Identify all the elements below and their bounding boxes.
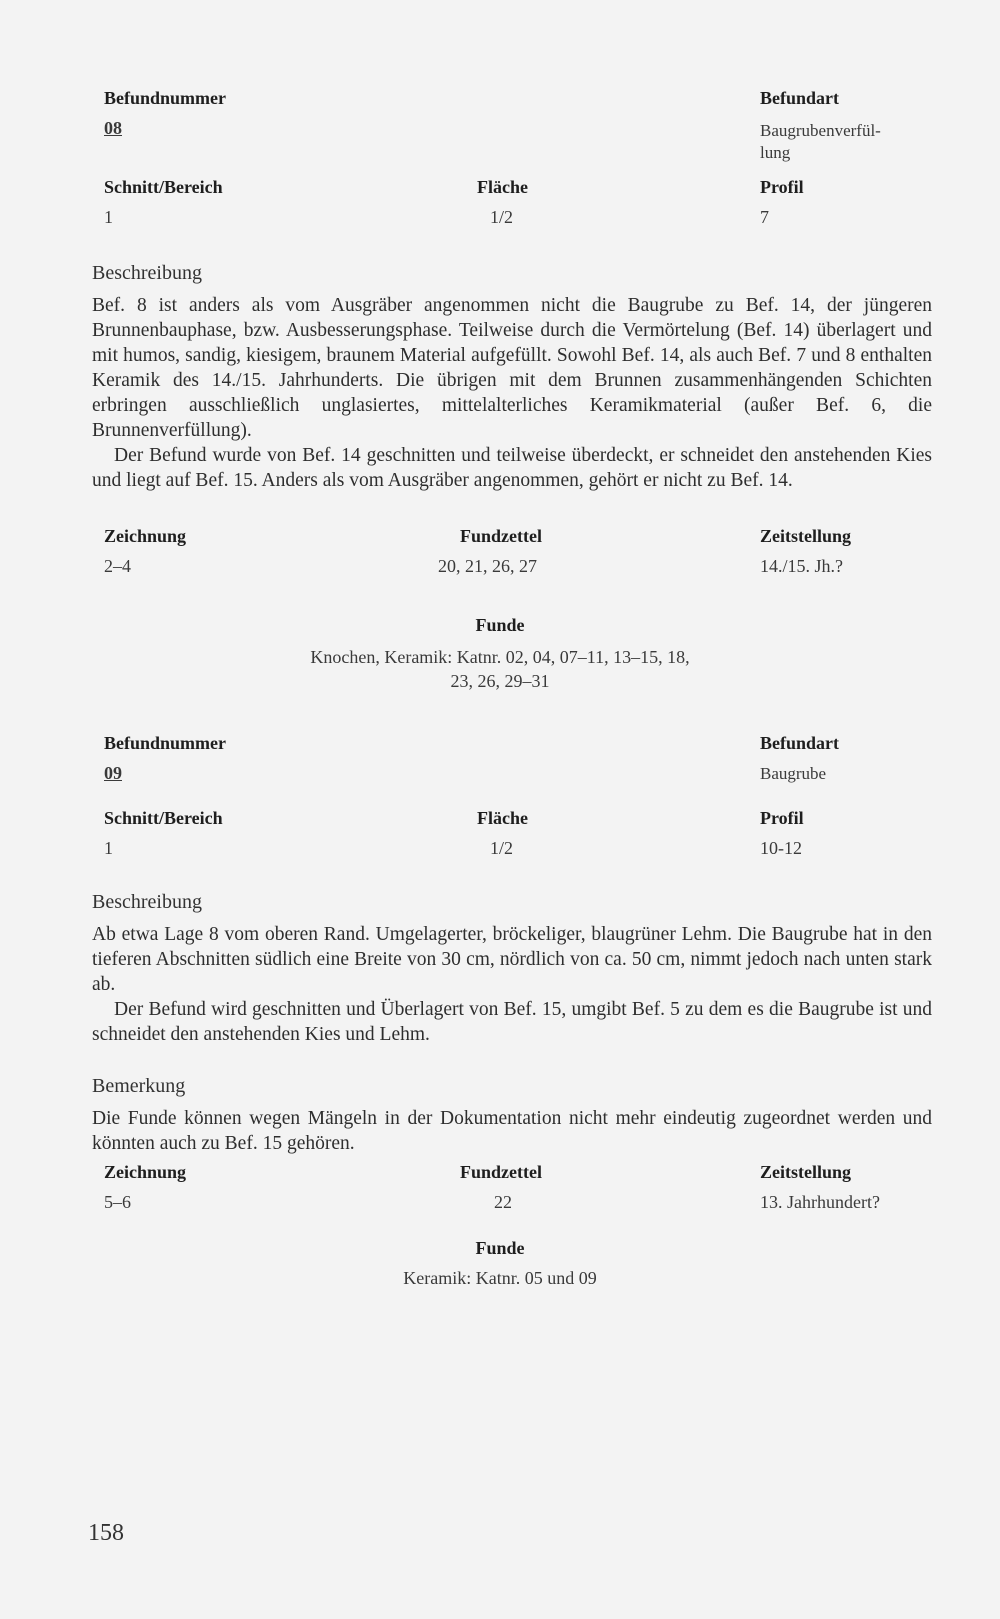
- funde-value-1-line-1: Knochen, Keramik: Katnr. 02, 04, 07–11, 13–15, 18,: [310, 647, 690, 667]
- beschreibung-2-paragraph-1: Ab etwa Lage 8 vom oberen Rand. Umgelagerter, bröckeliger, blaugrüner Lehm. Die Baugrube hat in den tieferen Abschnitten südlich eine Breite von 30 cm, nördlich von ca. 50 cm, nimmt jedoch nach unten stark ab.: [92, 924, 932, 995]
- funde-value-1-line-2: 23, 26, 29–31: [450, 671, 550, 691]
- funde-value-1: [0, 645, 1000, 693]
- beschreibung-1-paragraph-1: Bef. 8 ist anders als vom Ausgräber angenommen nicht die Baugrube zu Bef. 14, der jüngeren Brunnenbauphase, bzw. Ausbesserungsphase. Teilweise durch die Vermörtelung (Bef. 14) überlagert und mit humos, sandig, kiesigem, braunem Material aufgefüllt. Sowohl Bef. 14, als auch Bef. 7 und 8 enthalten Keramik des 14./15. Jahrhunderts. Die übrigen mit dem Brunnen zusammenhängenden Schichten erbringen ausschließlich unglasiertes, mittelalterliches Keramikmaterial (außer Bef. 6, die Brunnenverfüllung).: [92, 295, 932, 441]
- flaeche-value-1: 1/2: [490, 207, 514, 227]
- beschreibung-heading-2: Beschreibung: [92, 891, 202, 913]
- profil-value-2: 10-12: [760, 838, 802, 858]
- befundart-value-2: Baugrube: [760, 764, 827, 783]
- schnitt-value-1: 1: [104, 207, 113, 227]
- befundnummer-label-2: Befundnummer: [104, 733, 227, 753]
- flaeche-value-2: 1/2: [490, 838, 514, 858]
- beschreibung-text-1: [92, 293, 932, 493]
- fundzettel-value-2: 22: [494, 1192, 512, 1212]
- bemerkung-2-paragraph: Die Funde können wegen Mängeln in der Dokumentation nicht mehr eindeutig zugeordnet werden und könnten auch zu Bef. 15 gehören.: [92, 1108, 932, 1154]
- befundart-value-1-line-1: Baugrubenverfül-: [760, 121, 881, 140]
- beschreibung-heading-1: Beschreibung: [92, 262, 202, 284]
- zeitstellung-label-1: Zeitstellung: [760, 526, 852, 546]
- zeitstellung-value-2: 13. Jahrhundert?: [760, 1192, 880, 1212]
- funde-label-1: Funde: [475, 615, 525, 635]
- schnitt-value-2: 1: [104, 838, 113, 858]
- fundzettel-label-2: Fundzettel: [460, 1162, 542, 1182]
- profil-value-1: 7: [760, 207, 769, 227]
- zeichnung-value-2: 5–6: [104, 1192, 131, 1212]
- fundzettel-value-1: 20, 21, 26, 27: [438, 556, 537, 576]
- page-number: 158: [88, 1520, 124, 1546]
- zeichnung-label-1: Zeichnung: [104, 526, 187, 546]
- profil-label-2: Profil: [760, 808, 804, 828]
- zeichnung-label-2: Zeichnung: [104, 1162, 187, 1182]
- profil-label-1: Profil: [760, 177, 804, 197]
- flaeche-label-2: Fläche: [477, 808, 528, 828]
- befundart-label-2: Befundart: [760, 733, 840, 753]
- zeitstellung-label-2: Zeitstellung: [760, 1162, 852, 1182]
- befundnummer-value-2: 09: [104, 763, 122, 783]
- zeitstellung-value-1: 14./15. Jh.?: [760, 556, 843, 576]
- befundart-value-1: [760, 120, 881, 164]
- befundnummer-label-1: Befundnummer: [104, 88, 227, 108]
- befundart-value-1-line-2: lung: [760, 143, 791, 162]
- beschreibung-1-paragraph-2: Der Befund wurde von Bef. 14 geschnitten und teilweise überdeckt, er schneidet den anstehenden Kies und liegt auf Bef. 15. Anders als vom Ausgräber angenommen, gehört er nicht zu Bef. 14.: [92, 445, 932, 491]
- funde-label-2: Funde: [475, 1238, 525, 1258]
- funde-value-2: Keramik: Katnr. 05 und 09: [403, 1268, 597, 1288]
- beschreibung-2-paragraph-2: Der Befund wird geschnitten und Überlagert von Bef. 15, umgibt Bef. 5 zu dem es die Baugrube ist und schneidet den anstehenden Kies und Lehm.: [92, 999, 932, 1045]
- befundnummer-value-1: 08: [104, 118, 122, 138]
- befundart-label-1: Befundart: [760, 88, 840, 108]
- schnitt-label-1: Schnitt/Bereich: [104, 177, 223, 197]
- fundzettel-label-1: Fundzettel: [460, 526, 542, 546]
- zeichnung-value-1: 2–4: [104, 556, 131, 576]
- flaeche-label-1: Fläche: [477, 177, 528, 197]
- bemerkung-text-2: [92, 1106, 932, 1156]
- beschreibung-text-2: [92, 922, 932, 1047]
- bemerkung-heading-2: Bemerkung: [92, 1075, 186, 1097]
- schnitt-label-2: Schnitt/Bereich: [104, 808, 223, 828]
